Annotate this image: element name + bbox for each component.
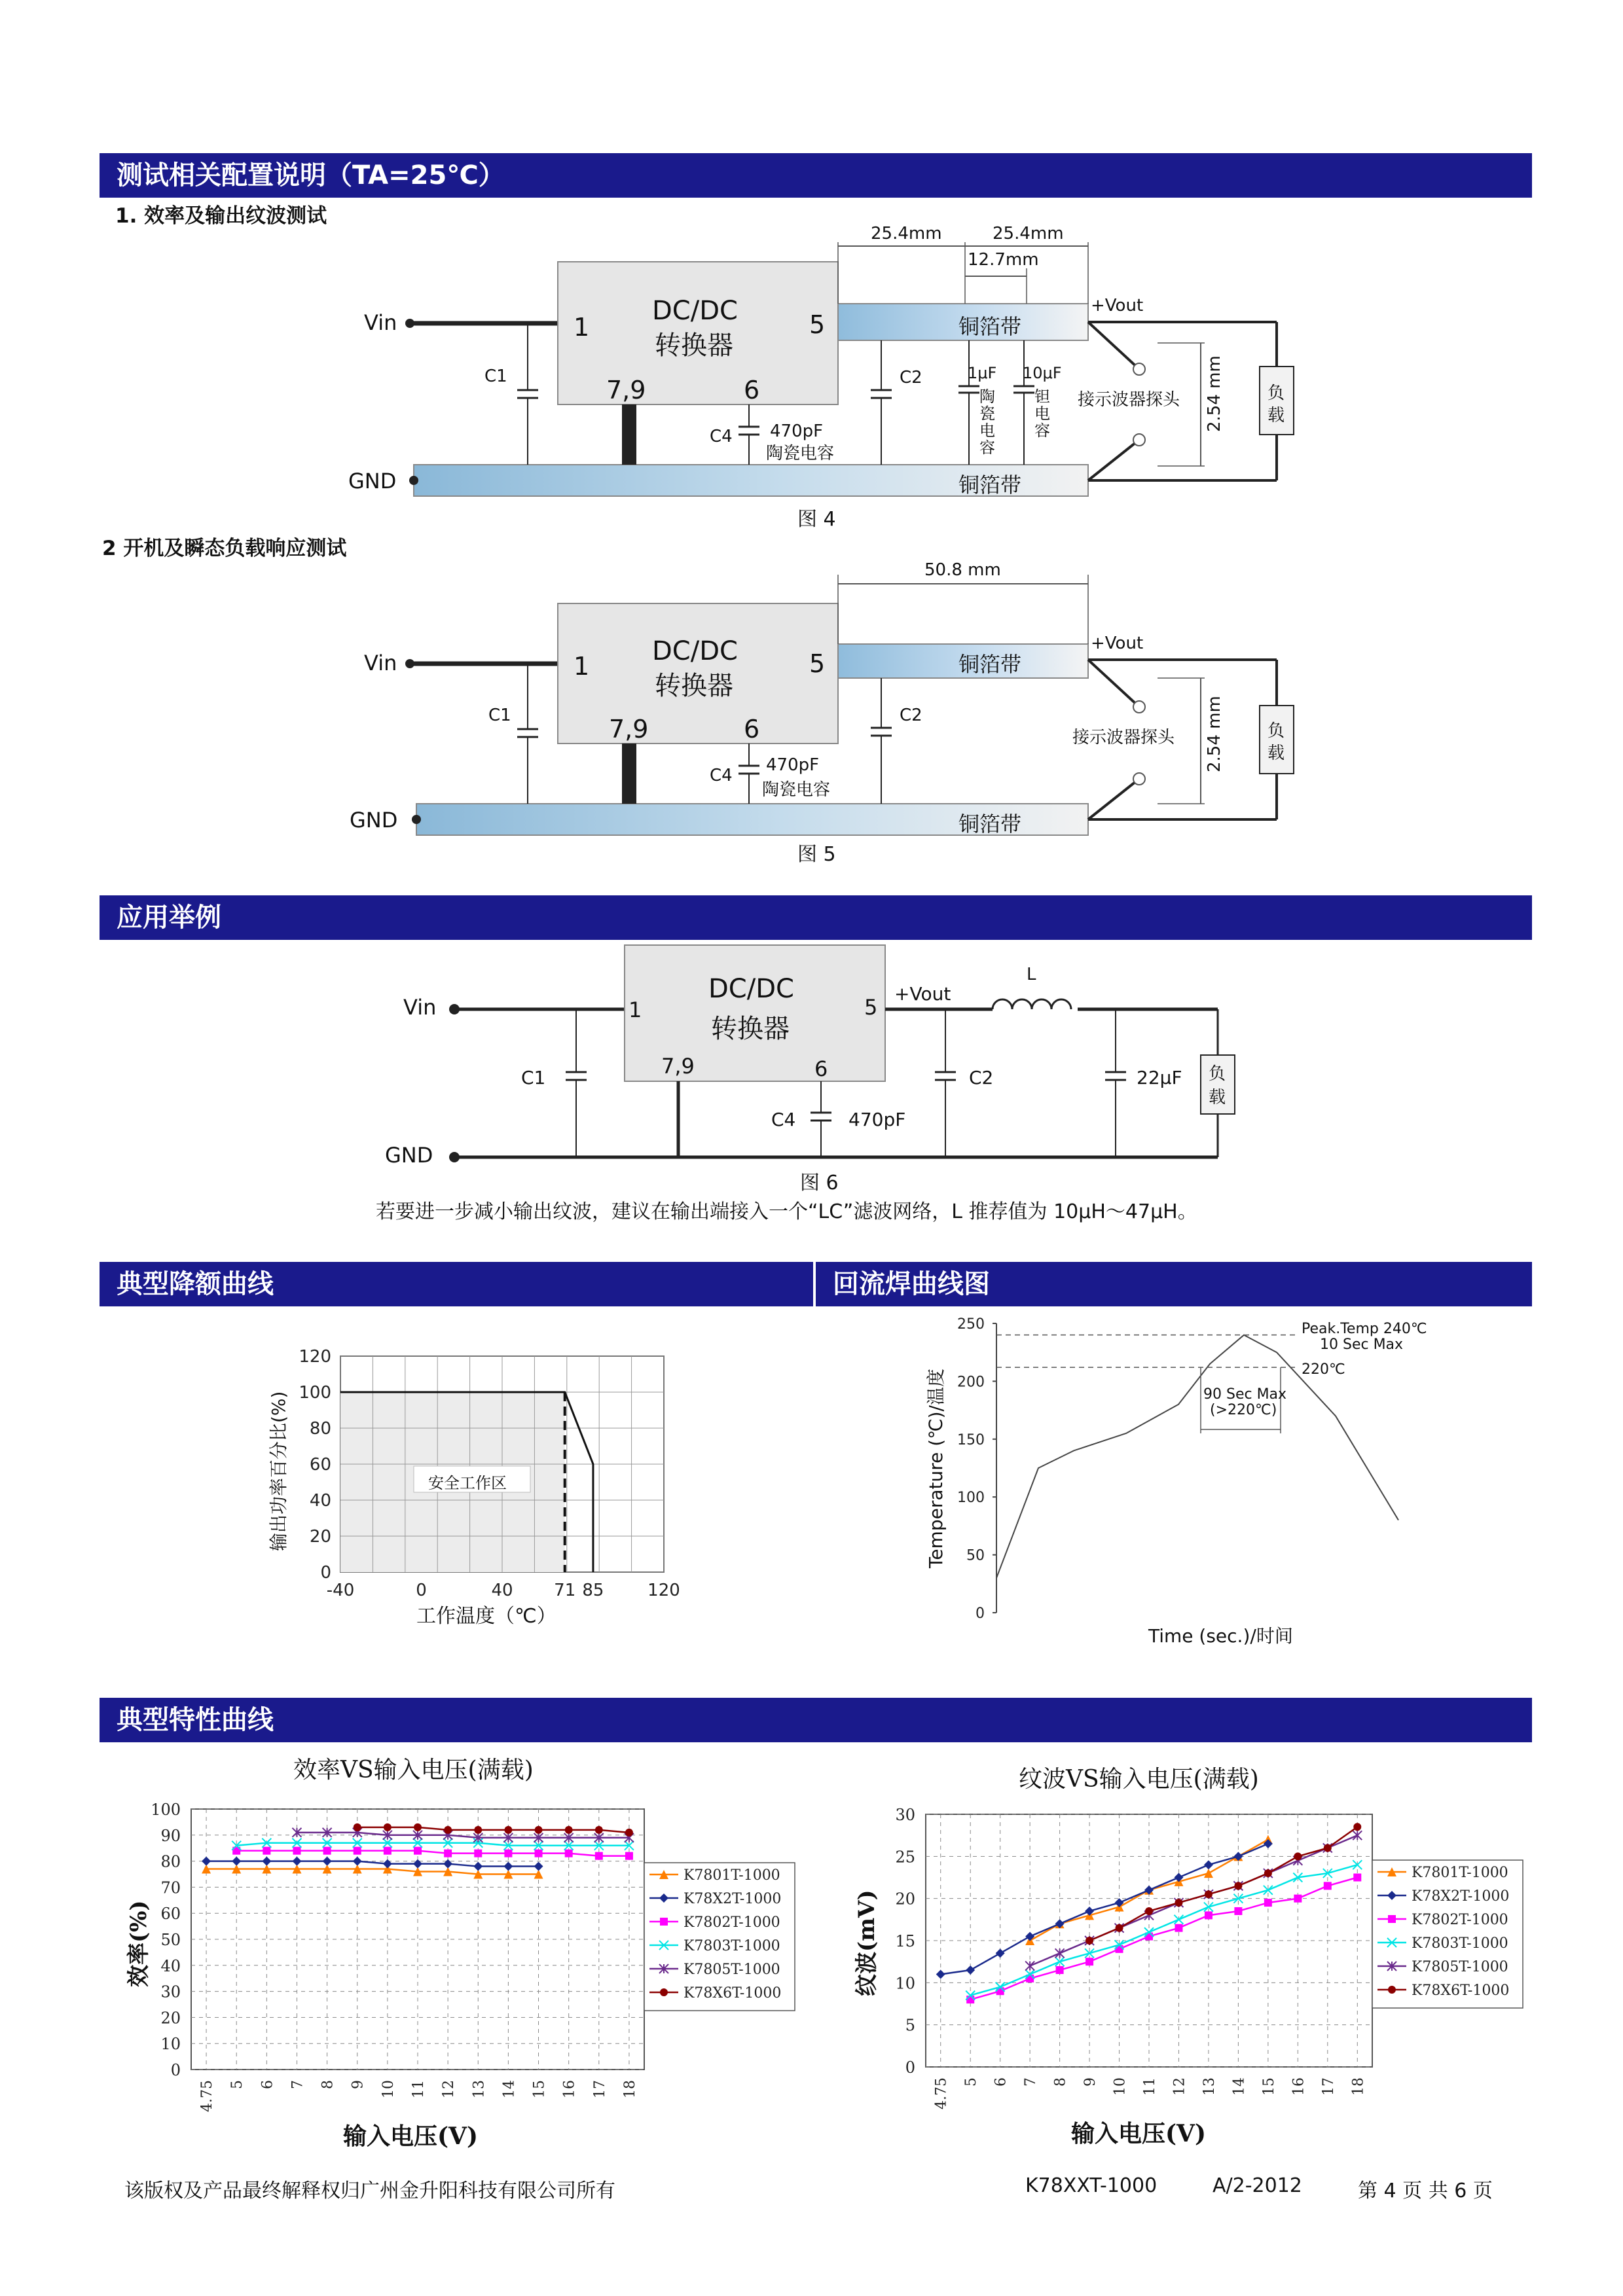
x-tick-label: 7 (1023, 2077, 1040, 2087)
x-tick-label: 9 (350, 2080, 367, 2089)
footer-revision: A/2-2012 (1213, 2174, 1302, 2197)
fig4-vin-label: Vin (364, 310, 397, 335)
marker-square (1085, 1958, 1093, 1965)
fig6-c4: C4 (771, 1109, 796, 1130)
x-tick-label: 14 (1231, 2077, 1248, 2096)
fig4-c4-type: 陶瓷电容 (766, 444, 835, 463)
fig5-c4: C4 (710, 766, 733, 785)
fig5-dim: 50.8 mm (924, 560, 1001, 580)
x-tick-label: 15 (1260, 2077, 1277, 2096)
section-title: 典型特性曲线 (117, 1705, 274, 1735)
x-tick-label: 5 (229, 2080, 246, 2089)
marker-circle (1264, 1869, 1272, 1877)
fig6-pin5: 5 (864, 995, 878, 1020)
fig6-c4-value: 470pF (848, 1109, 906, 1130)
y-tick-label: 200 (957, 1374, 985, 1391)
fig6-pin6: 6 (814, 1056, 828, 1081)
x-tick-label: 10 (1112, 2077, 1129, 2096)
fig4-load-1: 负 (1267, 384, 1285, 403)
fig5-vin-label: Vin (364, 651, 397, 675)
fig5-pin1: 1 (574, 652, 590, 681)
fig5-c2: C2 (900, 706, 922, 725)
fig4-dim-1: 25.4mm (871, 224, 942, 243)
fig5-c1: C1 (488, 706, 511, 725)
marker-square (1234, 1907, 1242, 1915)
fig6-load-1: 负 (1209, 1064, 1226, 1084)
legend-label: K7802T-1000 (1412, 1912, 1508, 1928)
legend-label: K78X6T-1000 (684, 1985, 782, 2001)
y-tick-label: 20 (160, 2009, 181, 2028)
efficiency-xlabel: 输入电压(V) (343, 2123, 478, 2150)
legend-label: K7802T-1000 (684, 1914, 780, 1931)
y-tick-label: 0 (976, 1605, 985, 1622)
marker-circle (1324, 1844, 1332, 1852)
fig4-gap: 2.54 mm (1205, 355, 1224, 432)
x-tick-label: 40 (491, 1581, 513, 1600)
legend-label: K78X6T-1000 (1412, 1982, 1510, 1999)
x-tick-label: 4.75 (933, 2077, 950, 2109)
marker-square (1175, 1924, 1182, 1932)
fig4-pin6: 6 (744, 376, 760, 404)
fig5-probe-label: 接示波器探头 (1072, 728, 1175, 747)
fig5-foil-top-label: 铜箔带 (958, 652, 1022, 677)
footer-model: K78XXT-1000 (1025, 2174, 1158, 2197)
fig4-cap1-type-4: 容 (979, 439, 995, 457)
fig6-c2: C2 (969, 1067, 994, 1088)
fig5-load-1: 负 (1267, 721, 1285, 741)
y-tick-label: 150 (957, 1431, 985, 1448)
fig6-pin1: 1 (629, 997, 642, 1022)
fig4-caption: 图 4 (797, 508, 836, 531)
y-tick-label: 5 (905, 2016, 915, 2035)
y-tick-label: 100 (957, 1490, 985, 1507)
x-tick-label: 6 (993, 2077, 1010, 2087)
fig5-caption: 图 5 (797, 843, 836, 866)
fig6-vout: +Vout (894, 983, 951, 1005)
legend-label: K7803T-1000 (1412, 1935, 1508, 1952)
marker-circle (1294, 1852, 1302, 1860)
y-tick-label: 40 (160, 1956, 181, 1975)
fig5-pin6: 6 (744, 715, 760, 744)
x-tick-label: 120 (647, 1581, 680, 1600)
fig5-gnd-label: GND (350, 808, 398, 833)
marker-circle (1353, 1823, 1361, 1831)
y-tick-label: 10 (160, 2035, 181, 2054)
marker-square (1205, 1911, 1213, 1919)
reflow-xlabel: Time (sec.)/时间 (1148, 1625, 1293, 1647)
fig5-c4-type: 陶瓷电容 (762, 780, 831, 800)
marker-square (1353, 1874, 1361, 1882)
fig4-c4-value: 470pF (770, 422, 824, 441)
x-tick-label: 8 (1052, 2077, 1069, 2087)
x-tick-label: 85 (582, 1581, 604, 1600)
fig4-pin5: 5 (809, 310, 826, 339)
x-tick-label: 18 (1350, 2077, 1367, 2096)
fig4-dim-2: 25.4mm (993, 224, 1064, 243)
fig6-gnd-label: GND (385, 1143, 433, 1168)
fig6-inductor-label: L (1027, 965, 1036, 984)
reflow-window-label: 90 Sec Max (1203, 1386, 1287, 1403)
x-tick-label: 15 (531, 2080, 548, 2098)
footer-copyright: 该版权及产品最终解释权归广州金升阳科技有限公司所有 (124, 2179, 615, 2202)
fig6-c1: C1 (521, 1067, 546, 1088)
fig6-load-2: 载 (1209, 1088, 1226, 1107)
y-tick-label: 0 (905, 2058, 915, 2077)
legend-label: K78X2T-1000 (684, 1891, 782, 1907)
x-tick-label: 0 (416, 1581, 427, 1600)
reflow-peak-label: Peak.Temp 240℃ (1302, 1321, 1427, 1337)
x-tick-label: 18 (621, 2080, 638, 2098)
marker-circle (1388, 1986, 1396, 1994)
x-tick-label: 12 (441, 2080, 458, 2098)
marker-circle (1205, 1890, 1213, 1898)
x-tick-label: 4.75 (199, 2080, 216, 2112)
fig4-foil-bottom-label: 铜箔带 (958, 473, 1022, 497)
x-tick-label: 16 (561, 2080, 578, 2098)
y-tick-label: 25 (895, 1848, 915, 1867)
fig4-c1: C1 (484, 367, 507, 386)
fig4-dim-3: 12.7mm (968, 250, 1039, 270)
marker-square (966, 1996, 974, 2003)
fig6-note: 若要进一步减小输出纹波，建议在输出端接入一个“LC”滤波网络，L 推荐值为 10μH～47μH。 (376, 1200, 1197, 1223)
section-title: 测试相关配置说明（TA=25℃） (117, 160, 505, 190)
x-tick-label: -40 (326, 1581, 355, 1600)
legend-label: K7805T-1000 (1412, 1959, 1508, 1975)
fig4-cap1-type-3: 电 (979, 422, 995, 440)
y-tick-label: 100 (151, 1801, 181, 1819)
fig4-cap2-type-3: 容 (1034, 422, 1050, 440)
fig4-module-line1: DC/DC (652, 296, 738, 326)
marker-square (1388, 1915, 1396, 1923)
fig4-c2: C2 (900, 368, 922, 387)
x-tick-label: 5 (963, 2077, 980, 2087)
fig4-foil-top-label: 铜箔带 (958, 314, 1022, 339)
fig4-cap2-type-1: 钽 (1034, 387, 1050, 406)
fig5-pin79: 7,9 (609, 715, 649, 744)
y-tick-label: 60 (160, 1905, 181, 1924)
fig4-pin1: 1 (574, 313, 590, 342)
fig5-subtitle: 2 开机及瞬态负载响应测试 (102, 537, 347, 560)
reflow-peak-sub: 10 Sec Max (1320, 1336, 1404, 1353)
marker-square (1324, 1882, 1332, 1890)
legend-label: K7801T-1000 (684, 1867, 780, 1884)
fig4-cap1-value: 1μF (968, 364, 997, 382)
x-tick-label: 14 (501, 2080, 518, 2098)
y-tick-label: 15 (895, 1932, 915, 1950)
section-title: 典型降额曲线 (117, 1269, 274, 1299)
y-tick-label: 80 (309, 1419, 331, 1439)
reflow-ylabel: Temperature (℃)/温度 (925, 1369, 947, 1568)
efficiency-ylabel: 效率(%) (126, 1900, 152, 1987)
marker-square (1056, 1966, 1064, 1974)
x-tick-label: 13 (1201, 2077, 1218, 2096)
y-tick-label: 30 (160, 1982, 181, 2001)
x-tick-label: 8 (319, 2080, 337, 2089)
x-tick-label: 71 (554, 1581, 576, 1600)
footer-page: 第 4 页 共 6 页 (1358, 2179, 1493, 2202)
fig6-module-line2: 转换器 (711, 1014, 790, 1044)
fig5-module-line2: 转换器 (655, 671, 733, 701)
fig6-module-line1: DC/DC (708, 974, 794, 1004)
x-tick-label: 13 (471, 2080, 488, 2098)
marker-circle (1085, 1937, 1093, 1945)
fig4-load-2: 载 (1267, 406, 1285, 425)
marker-square (1294, 1895, 1302, 1903)
x-tick-label: 12 (1171, 2077, 1188, 2096)
marker-circle (1234, 1882, 1242, 1890)
section-title: 回流焊曲线图 (833, 1269, 990, 1299)
x-tick-label: 17 (1320, 2077, 1337, 2096)
fig6-cout-value: 22μF (1137, 1067, 1182, 1088)
y-tick-label: 120 (299, 1347, 331, 1367)
fig4-module-line2: 转换器 (655, 331, 733, 361)
y-tick-label: 50 (160, 1931, 181, 1949)
x-tick-label: 9 (1082, 2077, 1099, 2087)
derating-xlabel: 工作温度（℃） (416, 1605, 556, 1628)
x-tick-label: 11 (1142, 2077, 1158, 2096)
y-tick-label: 0 (170, 2061, 181, 2079)
y-tick-label: 60 (309, 1455, 331, 1475)
fig4-pin79: 7,9 (606, 376, 646, 404)
fig4-subtitle: 1. 效率及输出纹波测试 (115, 204, 327, 228)
fig6-caption: 图 6 (800, 1172, 839, 1194)
reflow-220-label: 220℃ (1302, 1361, 1345, 1378)
y-tick-label: 250 (957, 1316, 985, 1333)
y-tick-label: 50 (966, 1547, 985, 1564)
reflow-window-sub: (>220℃) (1210, 1402, 1277, 1418)
fig4-cap1-type-1: 陶 (979, 387, 995, 406)
marker-circle (1175, 1899, 1182, 1907)
fig5-gap: 2.54 mm (1205, 696, 1224, 772)
legend-label: K7803T-1000 (684, 1938, 780, 1954)
marker-circle (1116, 1924, 1123, 1932)
section-title: 应用举例 (117, 903, 221, 933)
fig5-foil-bottom-label: 铜箔带 (958, 812, 1022, 836)
y-tick-label: 70 (160, 1878, 181, 1897)
fig6-vin-label: Vin (403, 995, 437, 1020)
ripple-xlabel: 输入电压(V) (1071, 2120, 1206, 2147)
y-tick-label: 0 (320, 1563, 331, 1583)
x-tick-label: 16 (1290, 2077, 1307, 2096)
fig4-vout: +Vout (1091, 296, 1144, 315)
marker-circle (1145, 1907, 1153, 1915)
fig4-cap2-value: 10μF (1023, 364, 1062, 382)
legend-label: K7801T-1000 (1412, 1865, 1508, 1881)
x-tick-label: 10 (380, 2080, 397, 2098)
y-tick-label: 20 (309, 1527, 331, 1547)
fig5-load-2: 载 (1267, 744, 1285, 763)
x-tick-label: 7 (289, 2080, 306, 2089)
fig4-probe-label: 接示波器探头 (1078, 390, 1180, 410)
derating-ylabel: 输出功率百分比(%) (268, 1391, 289, 1551)
efficiency-title: 效率VS输入电压(满载) (293, 1757, 534, 1784)
y-tick-label: 90 (160, 1826, 181, 1845)
y-tick-label: 100 (299, 1383, 331, 1403)
fig5-c4-value: 470pF (766, 755, 820, 775)
y-tick-label: 20 (895, 1890, 915, 1909)
fig4-cap2-type-2: 电 (1034, 404, 1050, 423)
marker-square (1264, 1899, 1272, 1907)
y-tick-label: 30 (895, 1806, 915, 1824)
fig4-cap1-type-2: 瓷 (979, 404, 995, 423)
legend-label: K78X2T-1000 (1412, 1888, 1510, 1905)
legend-label: K7805T-1000 (684, 1962, 780, 1978)
derating-annotation: 安全工作区 (428, 1474, 507, 1492)
x-tick-label: 17 (591, 2080, 608, 2098)
fig5-module-line1: DC/DC (652, 636, 738, 666)
x-tick-label: 6 (259, 2080, 276, 2089)
fig5-vout: +Vout (1091, 634, 1144, 653)
y-tick-label: 40 (309, 1491, 331, 1511)
ripple-ylabel: 纹波(mV) (854, 1890, 880, 1996)
x-tick-label: 11 (410, 2080, 427, 2098)
y-tick-label: 80 (160, 1852, 181, 1871)
y-tick-label: 10 (895, 1974, 915, 1993)
fig4-c4: C4 (710, 427, 733, 446)
ripple-title: 纹波VS输入电压(满载) (1019, 1766, 1259, 1793)
fig6-pin79: 7,9 (661, 1054, 695, 1079)
fig5-pin5: 5 (809, 649, 826, 678)
fig4-gnd-label: GND (348, 469, 397, 493)
